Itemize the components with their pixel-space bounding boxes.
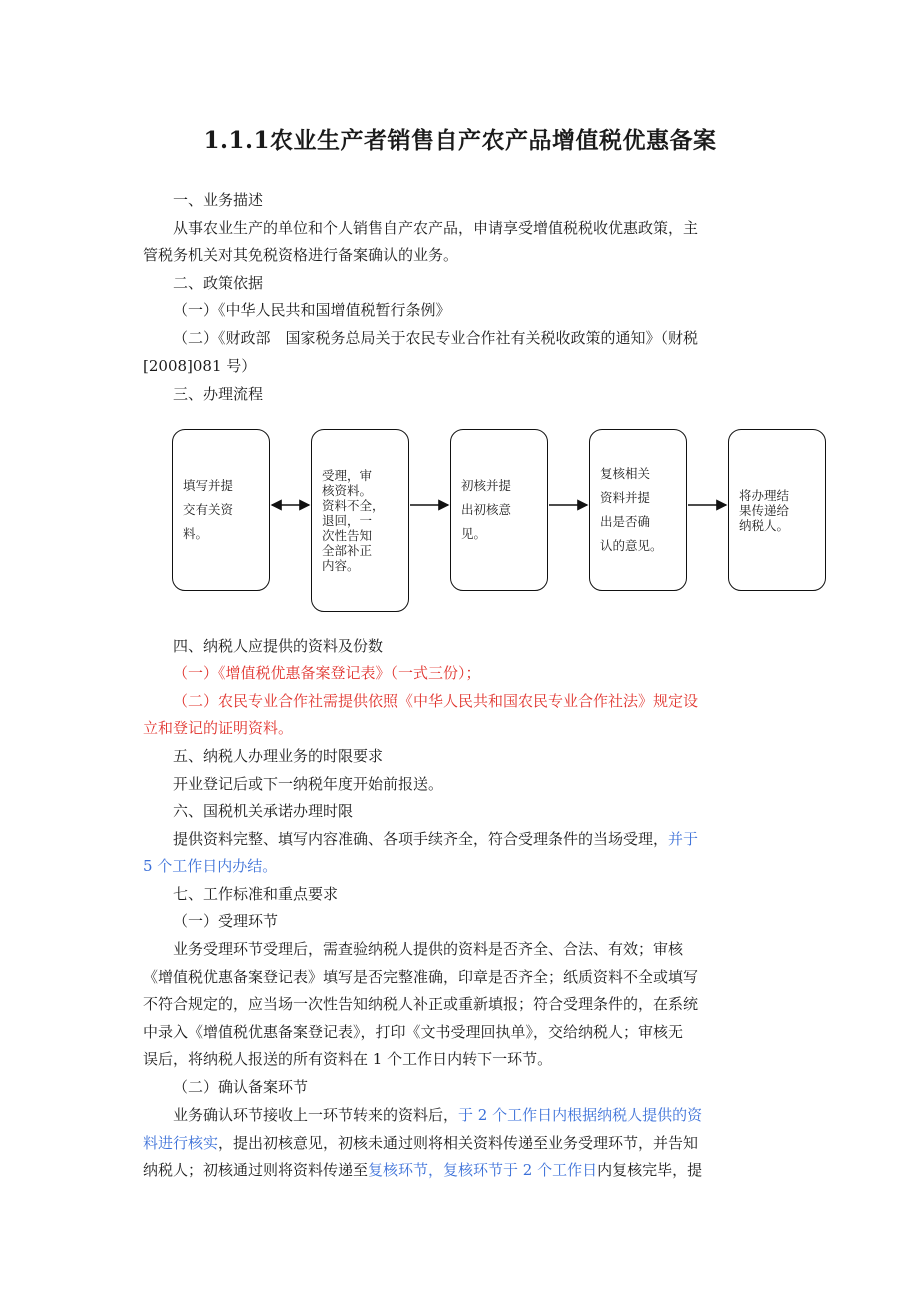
flow-step-re-review-text: 复核相关 资料并提 出是否确 认的意见。 — [600, 466, 663, 553]
policy-item-2-cont: [2008]081 号） — [143, 357, 257, 375]
description-text: 从事农业生产的单位和个人销售自产农产品，申请享受增值税税收优惠政策，主 — [173, 219, 699, 237]
acceptance-text-3: 不符合规定的，应当场一次性告知纳税人补正或重新填报；符合受理条件的，在系统 — [143, 995, 699, 1013]
materials-item-2-cont: 立和登记的证明资料。 — [143, 719, 294, 737]
confirmation-text-3 — [143, 1160, 702, 1180]
section-heading-materials: 四、纳税人应提供的资料及份数 — [173, 637, 384, 655]
page-title: 1.1.1农业生产者销售自产农产品增值税优惠备案 — [203, 127, 717, 154]
confirmation-text-2-black: ，提出初核意见，初核未通过则将相关资料传递至业务受理环节，并告知 — [218, 1134, 699, 1152]
confirmation-text-1 — [173, 1105, 702, 1125]
flow-step-accept-text: 受理，审 核资料。 资料不全， 退回，一 次性告知 全部补正 内容。 — [322, 468, 385, 573]
confirmation-text-2 — [143, 1133, 698, 1153]
acceptance-text-5: 误后，将纳税人报送的所有资料在 1 个工作日内转下一环节。 — [143, 1050, 553, 1068]
acceptance-text-4: 中录入《增值税优惠备案登记表》，打印《文书受理回执单》，交给纳税人；审核无 — [143, 1023, 684, 1041]
confirmation-text-3-blue: 复核环节，复核环节于 2 个工作日 — [368, 1161, 598, 1179]
confirmation-text-3-black-2: 内复核完毕，提 — [597, 1161, 703, 1179]
section-heading-description: 一、业务描述 — [173, 191, 264, 209]
materials-item-1: （一）《增值税优惠备案登记表》（一式三份）； — [173, 664, 481, 682]
section-heading-deadline: 五、纳税人办理业务的时限要求 — [173, 747, 384, 765]
commitment-text-blue: 并于 — [668, 830, 699, 848]
flow-step-initial-review-text: 初核并提 出初核意 见。 — [461, 478, 512, 541]
subheading-confirmation: （二）确认备案环节 — [173, 1078, 309, 1096]
description-text-cont: 管税务机关对其免税资格进行备案确认的业务。 — [143, 246, 459, 264]
acceptance-text-1: 业务受理环节受理后，需查验纳税人提供的资料是否齐全、合法、有效；审核 — [173, 940, 684, 958]
flow-step-submit-text: 填写并提 交有关资 料。 — [183, 478, 234, 541]
policy-item-2: （二）《财政部 国家税务总局关于农民专业合作社有关税收政策的通知》（财税 — [173, 329, 699, 347]
policy-item-1: （一）《中华人民共和国增值税暂行条例》 — [173, 301, 451, 319]
section-heading-commitment: 六、国税机关承诺办理时限 — [173, 802, 354, 820]
confirmation-text-3-black-1: 纳税人；初核通过则将资料传递至 — [143, 1161, 369, 1179]
commitment-text-cont: 5 个工作日内办结。 — [143, 857, 278, 875]
materials-item-2: （二）农民专业合作社需提供依照《中华人民共和国农民专业合作社法》规定设 — [173, 692, 699, 710]
commitment-text — [173, 829, 698, 849]
deadline-text: 开业登记后或下一纳税年度开始前报送。 — [173, 775, 444, 793]
commitment-text-black: 提供资料完整、填写内容准确、各项手续齐全，符合受理条件的当场受理， — [173, 830, 669, 848]
flow-step-deliver-text: 将办理结 果传递给 纳税人。 — [739, 487, 790, 533]
confirmation-text-2-blue: 料进行核实 — [143, 1134, 219, 1152]
section-heading-standards: 七、工作标准和重点要求 — [173, 885, 339, 903]
acceptance-text-2: 《增值税优惠备案登记表》填写是否完整准确，印章是否齐全；纸质资料不全或填写 — [143, 968, 699, 986]
confirmation-text-1-blue: 于 2 个工作日内根据纳税人提供的资 — [458, 1106, 703, 1124]
subheading-acceptance: （一）受理环节 — [173, 912, 279, 930]
section-heading-policy: 二、政策依据 — [173, 274, 264, 292]
confirmation-text-1-black: 业务确认环节接收上一环节转来的资料后， — [173, 1106, 459, 1124]
section-heading-process: 三、办理流程 — [173, 385, 264, 403]
